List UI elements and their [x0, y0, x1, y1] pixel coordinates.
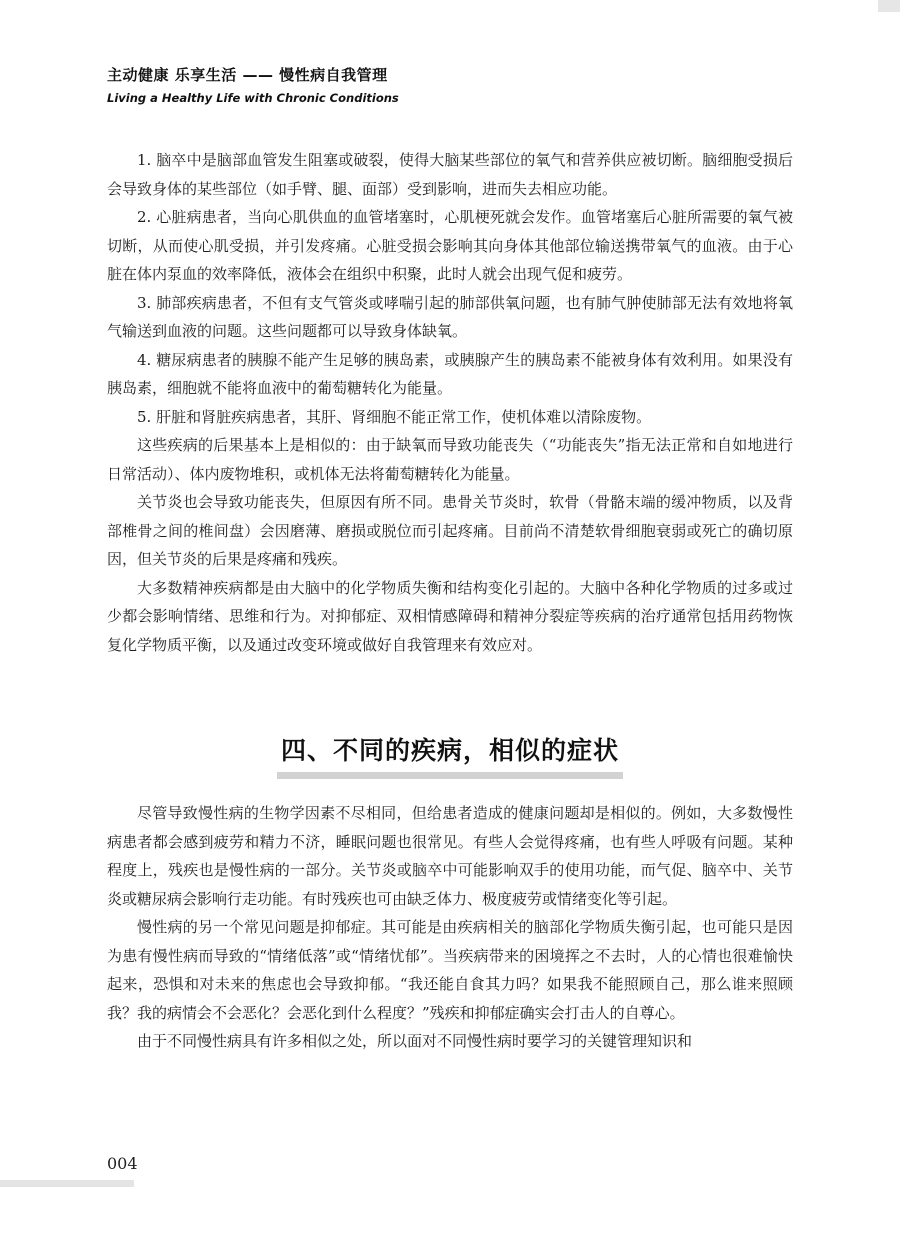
page-number: 004 [107, 1154, 138, 1173]
book-subtitle: Living a Healthy Life with Chronic Conditions [107, 91, 399, 105]
paragraph-arthritis: 关节炎也会导致功能丧失，但原因有所不同。患骨关节炎时，软骨（骨骼末端的缓冲物质，以及背部椎骨之间的椎间盘）会因磨薄、磨损或脱位而引起疼痛。目前尚不清楚软骨细胞衰弱或死亡的确切原因，但关节炎的后果是疼痛和残疾。 [107, 493, 793, 568]
body-text-bottom [107, 799, 793, 1056]
paragraph-lung-disease: 3. 肺部疾病患者，不但有支气管炎或哮喘引起的肺部供氧问题，也有肺气肿使肺部无法有效地将氧气输送到血液的问题。这些问题都可以导致身体缺氧。 [107, 293, 793, 340]
paragraph-similarities: 由于不同慢性病具有许多相似之处，所以面对不同慢性病时要学习的关键管理知识和 [137, 1032, 693, 1050]
paragraph-common-problems: 尽管导致慢性病的生物学因素不尽相同，但给患者造成的健康问题却是相似的。例如，大多数慢性病患者都会感到疲劳和精力不济，睡眠问题也很常见。有些人会觉得疼痛，也有些人呼吸有问题。某种程度上，残疾也是慢性病的一部分。关节炎或脑卒中可能影响双手的使用功能，而气促、脑卒中、关节炎或糖尿病会影响行走功能。有时残疾也可由缺乏体力、极度疲劳或情绪变化等引起。 [107, 804, 793, 908]
paragraph-stroke: 1. 脑卒中是脑部血管发生阻塞或破裂，使得大脑某些部位的氧气和营养供应被切断。脑细胞受损后会导致身体的某些部位（如手臂、腿、面部）受到影响，进而失去相应功能。 [107, 151, 793, 198]
paragraph-consequences: 这些疾病的后果基本上是相似的：由于缺氧而导致功能丧失（“功能丧失”指无法正常和自如地进行日常活动）、体内废物堆积，或机体无法将葡萄糖转化为能量。 [107, 436, 793, 483]
running-header [107, 64, 807, 105]
paragraph-heart-disease: 2. 心脏病患者，当向心肌供血的血管堵塞时，心肌梗死就会发作。血管堵塞后心脏所需要的氧气被切断，从而使心肌受损，并引发疼痛。心脏受损会影响其向身体其他部位输送携带氧气的血液。由于心脏在体内泵血的效率降低，液体会在组织中积聚，此时人就会出现气促和疲劳。 [107, 208, 793, 283]
paragraph-diabetes: 4. 糖尿病患者的胰腺不能产生足够的胰岛素，或胰腺产生的胰岛素不能被身体有效利用。如果没有胰岛素，细胞就不能将血液中的葡萄糖转化为能量。 [107, 350, 793, 397]
book-title: 主动健康 乐享生活 —— 慢性病自我管理 [107, 66, 388, 84]
paragraph-mental-illness: 大多数精神疾病都是由大脑中的化学物质失衡和结构变化引起的。大脑中各种化学物质的过多或过少都会影响情绪、思维和行为。对抑郁症、双相情感障碍和精神分裂症等疾病的治疗通常包括用药物恢复化学物质平衡，以及通过改变环境或做好自我管理来有效应对。 [107, 578, 793, 654]
paragraph-depression: 慢性病的另一个常见问题是抑郁症。其可能是由疾病相关的脑部化学物质失衡引起，也可能只是因为患有慢性病而导致的“情绪低落”或“情绪忧郁”。当疾病带来的困境挥之不去时，人的心情也很难愉快起来，恐惧和对未来的焦虑也会导致抑郁。“我还能自食其力吗？如果我不能照顾自己，那么谁来照顾我？我的病情会不会恶化？会恶化到什么程度？”残疾和抑郁症确实会打击人的自尊心。 [107, 918, 793, 1022]
section-heading-text: 四、不同的疾病，相似的症状 [277, 733, 623, 779]
body-text-top [107, 146, 793, 659]
corner-mark [878, 0, 900, 12]
paragraph-liver-kidney: 5. 肝脏和肾脏疾病患者，其肝、肾细胞不能正常工作，使机体难以清除废物。 [137, 407, 652, 426]
section-heading [0, 733, 900, 779]
footer-bar [0, 1180, 134, 1187]
